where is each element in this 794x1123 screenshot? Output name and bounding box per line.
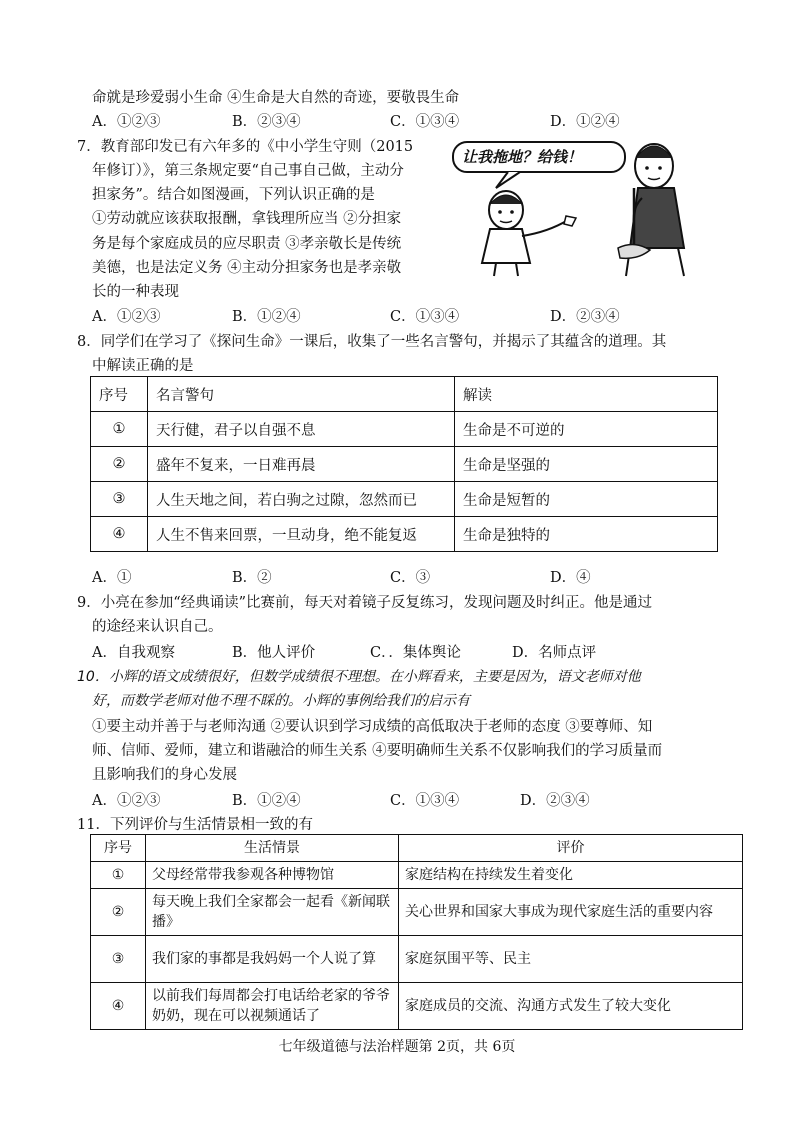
q10-option-c: C．①③④ bbox=[390, 793, 460, 809]
q9-option-b: B．他人评价 bbox=[232, 645, 316, 661]
q8-option-b: B．② bbox=[232, 570, 272, 586]
table-cell: 生命是独特的 bbox=[455, 517, 718, 552]
table-cell: ① bbox=[91, 862, 146, 889]
q7-stem-line-3: 担家务”。结合如图漫画，下列认识正确的是 bbox=[92, 187, 375, 203]
table-cell: 我们家的事都是我妈妈一个人说了算 bbox=[146, 936, 399, 983]
q9-option-d: D．名师点评 bbox=[512, 645, 597, 661]
q6-stem-line: 命就是珍爱弱小生命 ④生命是大自然的奇迹，要敬畏生命 bbox=[92, 90, 460, 106]
q8-table bbox=[90, 376, 718, 552]
q8-stem-line-2: 中解读正确的是 bbox=[92, 358, 194, 374]
table-cell: 生命是坚强的 bbox=[455, 447, 718, 482]
page-footer: 七年级道德与法治样题第 2页，共 6页 bbox=[278, 1039, 516, 1055]
table-cell: 以前我们每周都会打电话给老家的爷爷奶奶，现在可以视频通话了 bbox=[146, 983, 399, 1030]
q7-option-d: D．②③④ bbox=[550, 309, 620, 325]
table-cell: 家庭氛围平等、民主 bbox=[399, 936, 743, 983]
q8-option-c: C．③ bbox=[390, 570, 431, 586]
table-header-row bbox=[91, 377, 718, 412]
table-header-cell: 序号 bbox=[91, 835, 146, 862]
table-row bbox=[91, 447, 718, 482]
q10-option-a: A．①②③ bbox=[92, 793, 161, 809]
table-cell: ④ bbox=[91, 517, 148, 552]
q9-stem-line-1: 9．小亮在参加“经典诵读”比赛前，每天对着镜子反复练习，发现问题及时纠正。他是通过 bbox=[77, 595, 653, 611]
table-cell: ② bbox=[91, 447, 148, 482]
q7-option-c: C．①③④ bbox=[390, 309, 460, 325]
table-row bbox=[91, 889, 743, 936]
table-cell: 家庭结构在持续发生着变化 bbox=[399, 862, 743, 889]
q7-option-b: B．①②④ bbox=[232, 309, 301, 325]
q9-option-a: A．自我观察 bbox=[92, 645, 175, 661]
q7-stem-line-1: 7．教育部印发已有六年多的《中小学生守则（2015 bbox=[77, 139, 414, 155]
q10-statement-line-2: 师、信师、爱师，建立和谐融洽的师生关系 ④要明确师生关系不仅影响我们的学习质量而 bbox=[92, 743, 663, 759]
table-cell: 生命是不可逆的 bbox=[455, 412, 718, 447]
table-cell: 盛年不复来，一日难再晨 bbox=[148, 447, 455, 482]
table-row bbox=[91, 936, 743, 983]
q10-option-b: B．①②④ bbox=[232, 793, 301, 809]
table-cell: 每天晚上我们全家都会一起看《新闻联播》 bbox=[146, 889, 399, 936]
table-header-cell: 生活情景 bbox=[146, 835, 399, 862]
table-cell: ③ bbox=[91, 936, 146, 983]
q6-option-d: D．①②④ bbox=[550, 114, 620, 130]
q7-cartoon bbox=[448, 128, 710, 278]
q7-stem-line-2: 年修订）》，第三条规定要“自己事自己做，主动分 bbox=[92, 163, 404, 179]
table-cell: 人生天地之间，若白驹之过隙，忽然而已 bbox=[148, 482, 455, 517]
table-cell: 人生不售来回票，一旦动身，绝不能复返 bbox=[148, 517, 455, 552]
q9-option-c: C．．集体舆论 bbox=[370, 645, 461, 661]
q7-stem-line-6: 美德，也是法定义务 ④主动分担家务也是孝亲敬 bbox=[92, 260, 402, 276]
table-cell: 生命是短暂的 bbox=[455, 482, 718, 517]
table-cell: ③ bbox=[91, 482, 148, 517]
q6-option-c: C．①③④ bbox=[390, 114, 460, 130]
q7-option-a: A．①②③ bbox=[92, 309, 161, 325]
table-cell: 父母经常带我参观各种博物馆 bbox=[146, 862, 399, 889]
q10-statement-line-1: ①要主动并善于与老师沟通 ②要认识到学习成绩的高低取决于老师的态度 ③要尊师、知 bbox=[92, 719, 653, 735]
q6-option-b: B．②③④ bbox=[232, 114, 301, 130]
q11-table bbox=[90, 834, 743, 1030]
q11-stem-line: 11．下列评价与生活情景相一致的有 bbox=[77, 817, 313, 833]
table-cell: ② bbox=[91, 889, 146, 936]
table-header-cell: 序号 bbox=[91, 377, 148, 412]
q10-stem-line-2: 好，而数学老师对他不理不睬的。小辉的事例给我们的启示有 bbox=[92, 693, 470, 709]
q7-stem-line-7: 长的一种表现 bbox=[92, 284, 179, 300]
table-cell: ④ bbox=[91, 983, 146, 1030]
cartoon-speech-text: 让我拖地？给钱！ bbox=[462, 148, 583, 166]
q6-option-a: A．①②③ bbox=[92, 114, 161, 130]
q7-stem-line-4: ①劳动就应该获取报酬，拿钱理所应当 ②分担家 bbox=[92, 211, 402, 227]
q7-stem-line-5: 务是每个家庭成员的应尽职责 ③孝亲敬长是传统 bbox=[92, 236, 402, 252]
table-header-cell: 名言警句 bbox=[148, 377, 455, 412]
q8-option-d: D．④ bbox=[550, 570, 591, 586]
table-row bbox=[91, 983, 743, 1030]
q8-stem-line-1: 8．同学们在学习了《探问生命》一课后，收集了一些名言警句，并揭示了其蕴含的道理。其 bbox=[77, 334, 667, 350]
table-cell: 天行健，君子以自强不息 bbox=[148, 412, 455, 447]
q10-statement-line-3: 且影响我们的身心发展 bbox=[92, 767, 237, 783]
q10-stem-line-1: 10．小辉的语文成绩很好，但数学成绩很不理想。在小辉看来，主要是因为，语文老师对他 bbox=[77, 669, 641, 685]
table-row bbox=[91, 517, 718, 552]
table-cell: 关心世界和国家大事成为现代家庭生活的重要内容 bbox=[399, 889, 743, 936]
q10-option-d: D．②③④ bbox=[520, 793, 590, 809]
table-header-row bbox=[91, 835, 743, 862]
table-cell: 家庭成员的交流、沟通方式发生了较大变化 bbox=[399, 983, 743, 1030]
q9-stem-line-2: 的途经来认识自己。 bbox=[92, 619, 223, 635]
table-row bbox=[91, 862, 743, 889]
table-cell: ① bbox=[91, 412, 148, 447]
q8-option-a: A．① bbox=[92, 570, 132, 586]
table-row bbox=[91, 412, 718, 447]
table-header-cell: 解读 bbox=[455, 377, 718, 412]
table-header-cell: 评价 bbox=[399, 835, 743, 862]
table-row bbox=[91, 482, 718, 517]
